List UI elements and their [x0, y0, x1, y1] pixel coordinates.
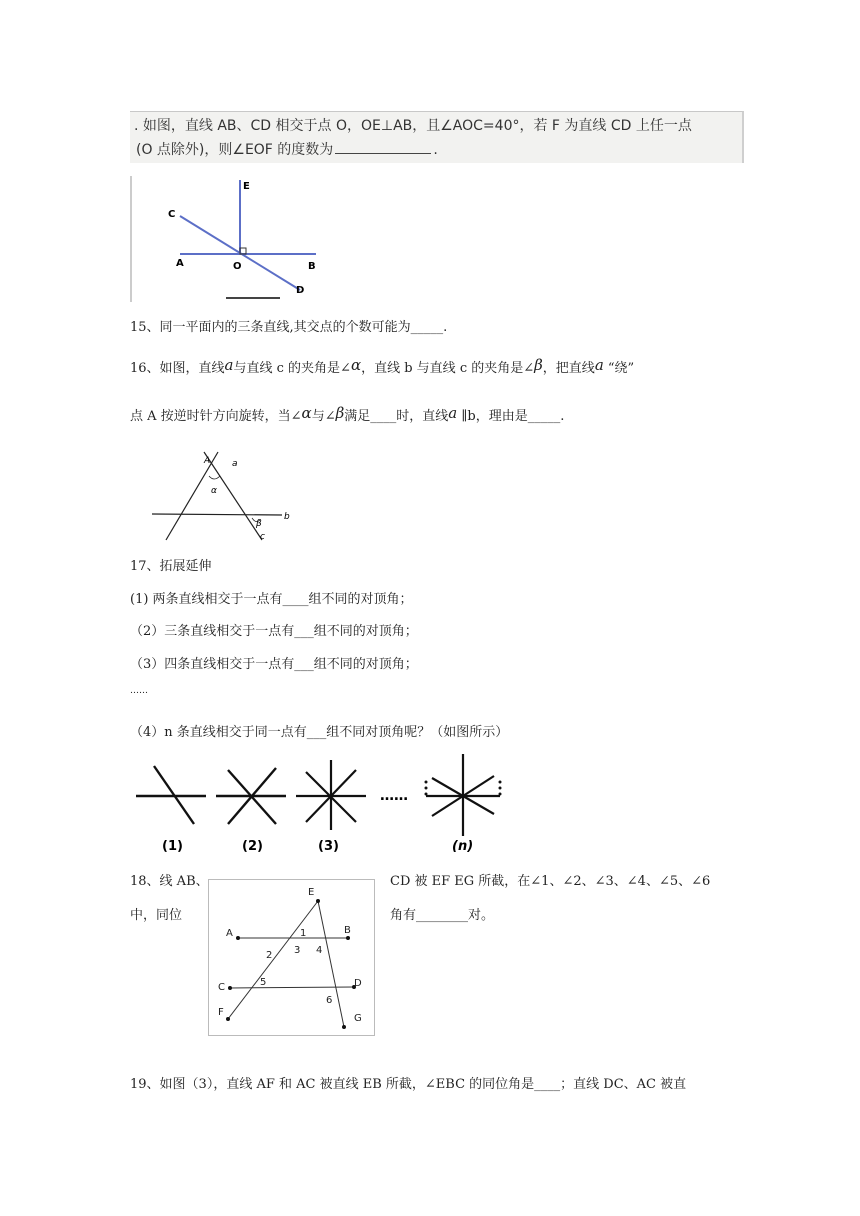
question-16-line-2: 点 A 按逆时针方向旋转，当∠α与∠β满足____时，直线a ∥b，理由是_____. — [130, 404, 565, 424]
question-18-right-2: 角有________对。 — [390, 908, 495, 923]
question-17-item-1: (1) 两条直线相交于一点有____组不同的对顶角； — [130, 592, 413, 607]
q18-label-b: B — [344, 925, 351, 936]
q14-figure — [130, 176, 334, 302]
q17-figure — [132, 752, 532, 858]
q14-line-2: (O 点除外)，则∠EOF 的度数为 . — [136, 142, 438, 158]
q18-angle-4: 4 — [316, 945, 323, 956]
question-17-title: 17、拓展延伸 — [130, 559, 212, 574]
q16-label-a-point: A — [204, 456, 211, 466]
q17-label-2: (2) — [242, 839, 263, 854]
q18-label-e: E — [308, 887, 315, 898]
q14-label-b: B — [308, 261, 316, 272]
question-18-left-2: 中，同位 — [130, 908, 183, 923]
q16-figure — [148, 446, 296, 542]
q18-angle-3: 3 — [294, 945, 301, 956]
q14-label-o: O — [233, 261, 242, 272]
q18-label-d: D — [354, 978, 362, 989]
q17-diagram-2 — [216, 768, 286, 824]
q18-label-g: G — [354, 1013, 362, 1024]
question-17-item-4: （4）n 条直线相交于同一点有___组不同对顶角呢？（如图所示） — [130, 725, 509, 740]
q18-figure — [208, 879, 376, 1037]
q17-diagram-n — [426, 754, 500, 836]
q17-dots: …… — [380, 788, 408, 804]
q14-label-c: C — [168, 209, 176, 220]
question-16-line-1: 16、如图，直线a与直线 c 的夹角是∠α，直线 b 与直线 c 的夹角是∠β，把直线a “绕” — [130, 356, 635, 376]
q16-label-alpha: α — [211, 486, 217, 496]
q16-label-beta: β — [256, 519, 262, 529]
q18-angle-2: 2 — [266, 950, 273, 961]
q18-label-c: C — [218, 982, 225, 993]
q18-label-a: A — [226, 928, 233, 939]
question-15: 15、同一平面内的三条直线,其交点的个数可能为_____. — [130, 320, 448, 335]
question-17-ellipsis: …… — [130, 686, 148, 696]
q16-label-a-line: a — [232, 459, 238, 469]
q17-label-3: (3) — [318, 839, 339, 854]
q18-angle-5: 5 — [260, 977, 267, 988]
q16-label-b: b — [284, 512, 290, 522]
q18-label-f: F — [218, 1007, 224, 1018]
q16-label-c: c — [260, 532, 265, 542]
q17-diagram-3 — [296, 760, 366, 830]
question-18-right-1: CD 被 EF EG 所截，在∠1、∠2、∠3、∠4、∠5、∠6 — [390, 874, 711, 889]
q17-label-1: (1) — [162, 839, 183, 854]
question-17-item-3: （3）四条直线相交于一点有___组不同的对顶角； — [130, 657, 418, 672]
question-18-left-1: 18、线 AB、 — [130, 874, 209, 889]
question-17-item-2: （2）三条直线相交于一点有___组不同的对顶角； — [130, 624, 418, 639]
question-19: 19、如图（3），直线 AF 和 AC 被直线 EB 所截，∠EBC 的同位角是____；直线 DC、AC 被直 — [130, 1077, 687, 1092]
q14-label-d: D — [296, 285, 305, 296]
question-14-banner — [130, 111, 744, 163]
q18-angle-1: 1 — [300, 928, 307, 939]
q14-line-1: . 如图，直线 AB、CD 相交于点 O，OE⊥AB，且∠AOC=40°，若 F 为直线 CD 上任一点 — [134, 118, 692, 134]
q18-angle-6: 6 — [326, 995, 333, 1006]
q17-label-n: (n) — [452, 839, 474, 854]
q14-label-e: E — [243, 181, 250, 192]
q14-label-a: A — [176, 258, 184, 269]
q17-diagram-1 — [136, 766, 206, 824]
